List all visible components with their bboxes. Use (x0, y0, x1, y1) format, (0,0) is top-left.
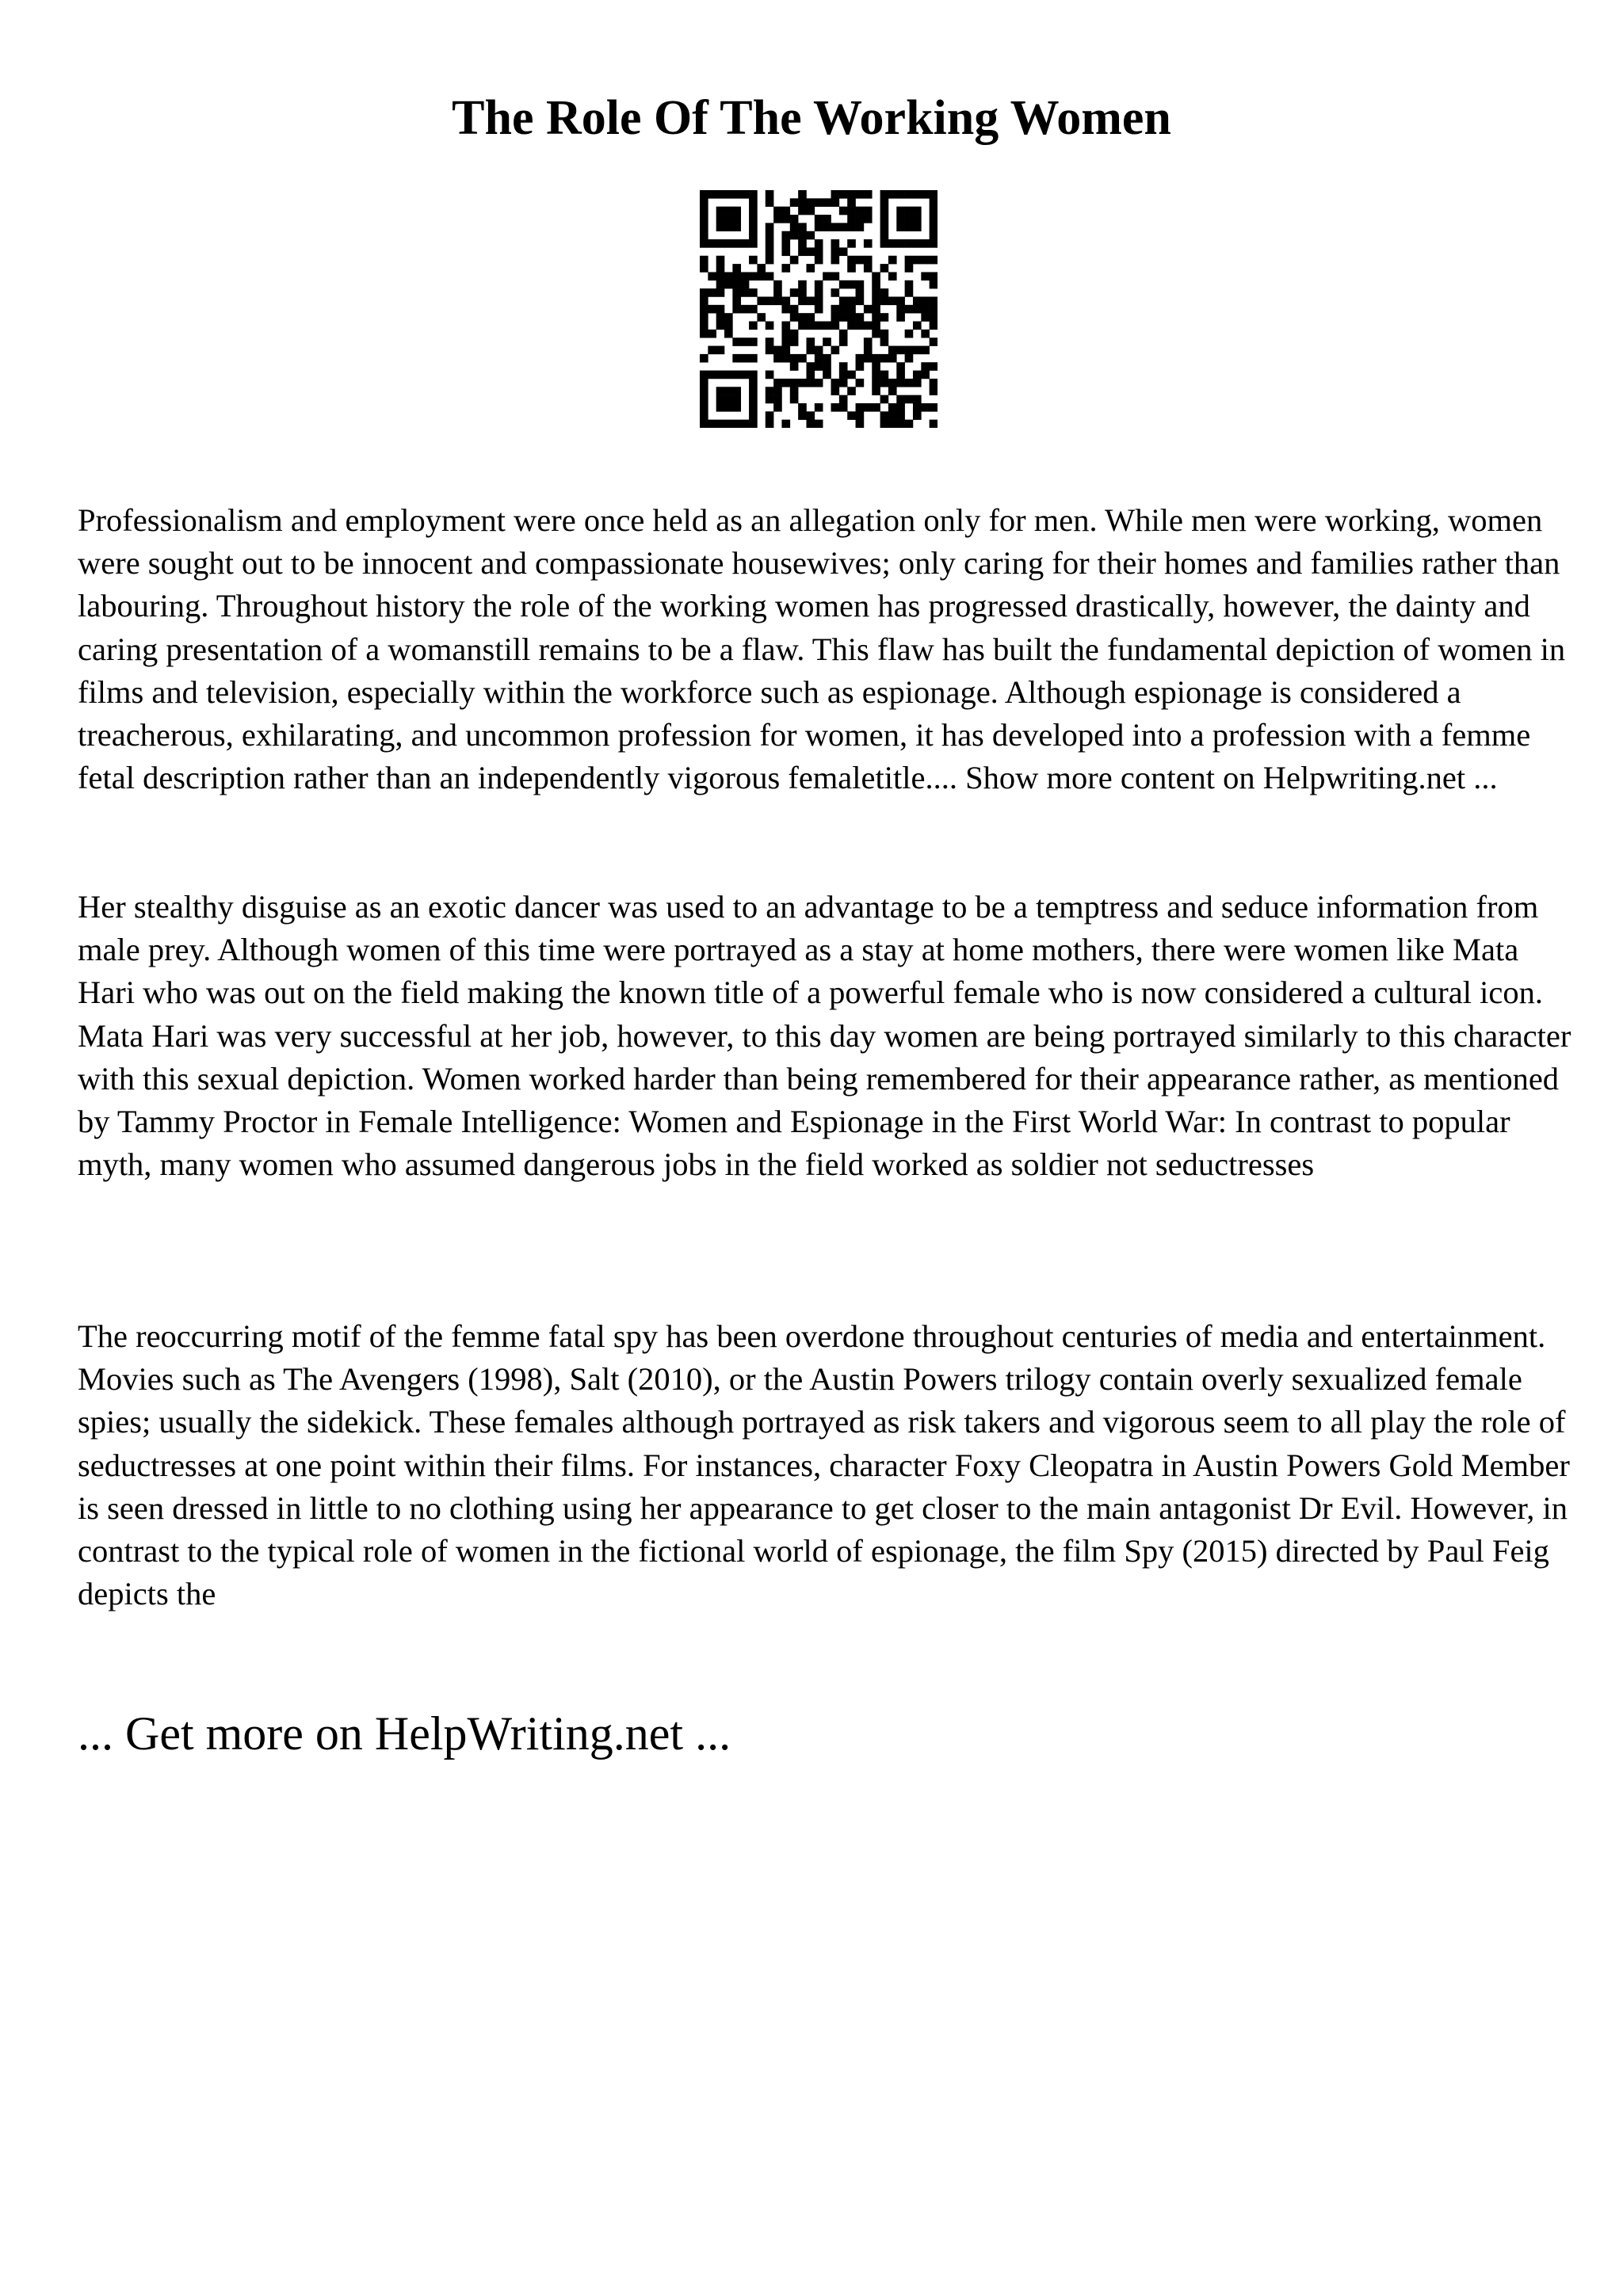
page-title: The Role Of The Working Women (452, 91, 1171, 145)
body-paragraph-2: Her stealthy disguise as an exotic dancer was used to an advantage to be a temptress and seduce information from male prey. Although women of this time were portrayed as a stay at home mothers, there were women like Mata Hari who was out on the field making the known title of a powerful female who is now considered a cultural icon. Mata Hari was very successful at her job, however, to this day women are being portrayed similarly to this character with this sexual depiction. Women worked harder than being remembered for their appearance rather, as mentioned by Tammy Proctor in Female Intelligence: Women and Espionage in the First World War: In contrast to popular myth, many women who assumed dangerous jobs in the field worked as soldier not seductresses (78, 889, 1571, 1183)
get-more-link[interactable]: ... Get more on HelpWriting.net ... (78, 1707, 731, 1760)
body-paragraph-1: Professionalism and employment were once held as an allegation only for men. While men were working, women were sought out to be innocent and compassionate housewives; only caring for their homes and families rather than labouring. Throughout history the role of the working women has progressed drastically, however, the dainty and caring presentation of a womanstill remains to be a flaw. This flaw has built the fundamental depiction of women in films and television, especially within the workforce such as espionage. Although espionage is considered a treacherous, exhilarating, and uncommon profession for women, it has developed into a profession with a femme fetal description rather than an independently vigorous femaletitle.... Show more content on Helpwriting.net ... (78, 502, 1566, 796)
body-paragraph-3: The reoccurring motif of the femme fatal spy has been overdone throughout centuries of media and entertainment. Movies such as The Avengers (1998), Salt (2010), or the Austin Powers trilogy contain overly sexualized female spies; usually the sidekick. These females although portrayed as risk takers and vigorous seem to all play the role of seductresses at one point within their films. For instances, character Foxy Cleopatra in Austin Powers Gold Member is seen dressed in little to no clothing using her appearance to get closer to the main antagonist Dr Evil. However, in contrast to the typical role of women in the fictional world of espionage, the film Spy (2015) directed by Paul Feig depicts the (78, 1318, 1570, 1612)
qr-code-icon (700, 190, 938, 428)
